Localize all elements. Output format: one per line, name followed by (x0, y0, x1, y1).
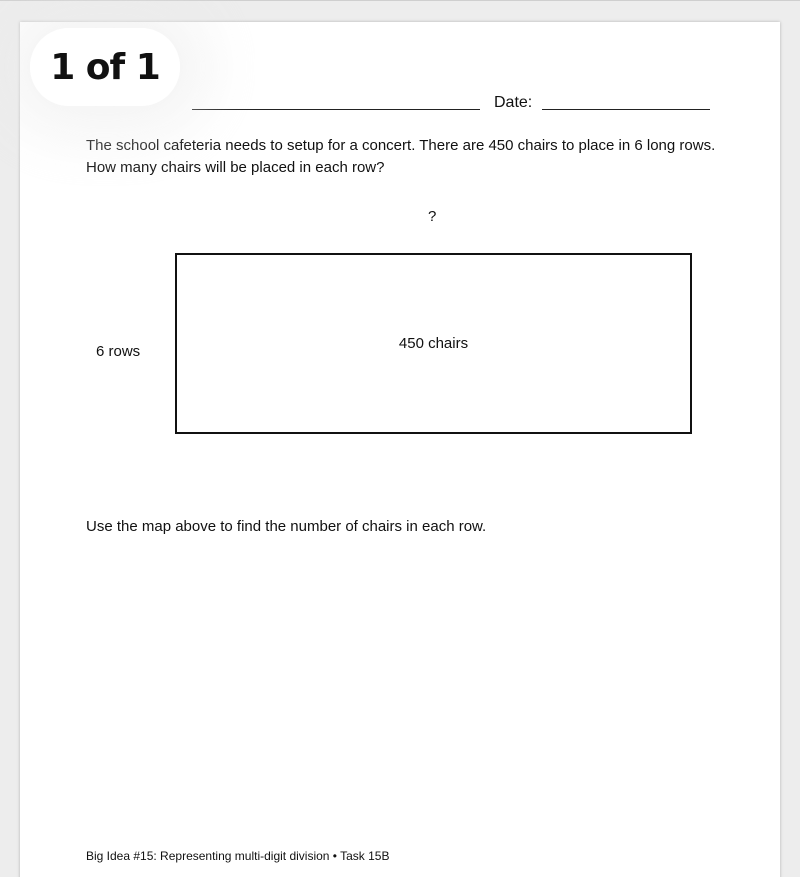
page-footer: Big Idea #15: Representing multi-digit division • Task 15B (86, 849, 390, 863)
worksheet-page[interactable] (20, 22, 780, 877)
date-blank-line (542, 109, 710, 110)
page-indicator: 1 of 1 (30, 28, 180, 106)
total-chairs-label: 450 chairs (398, 335, 469, 352)
area-model-box (175, 253, 692, 434)
problem-statement: The school cafeteria needs to setup for a concert. There are 450 chairs to place in 6 long rows. How many chairs will be placed in each row? (86, 137, 716, 176)
unknown-quantity-label: ? (428, 208, 437, 225)
instruction-text: Use the map above to find the number of chairs in each row. (86, 518, 487, 535)
rows-label: 6 rows (96, 343, 141, 360)
toolbar-divider (0, 0, 800, 1)
date-label: Date: (494, 94, 533, 111)
name-blank-line (192, 109, 480, 110)
